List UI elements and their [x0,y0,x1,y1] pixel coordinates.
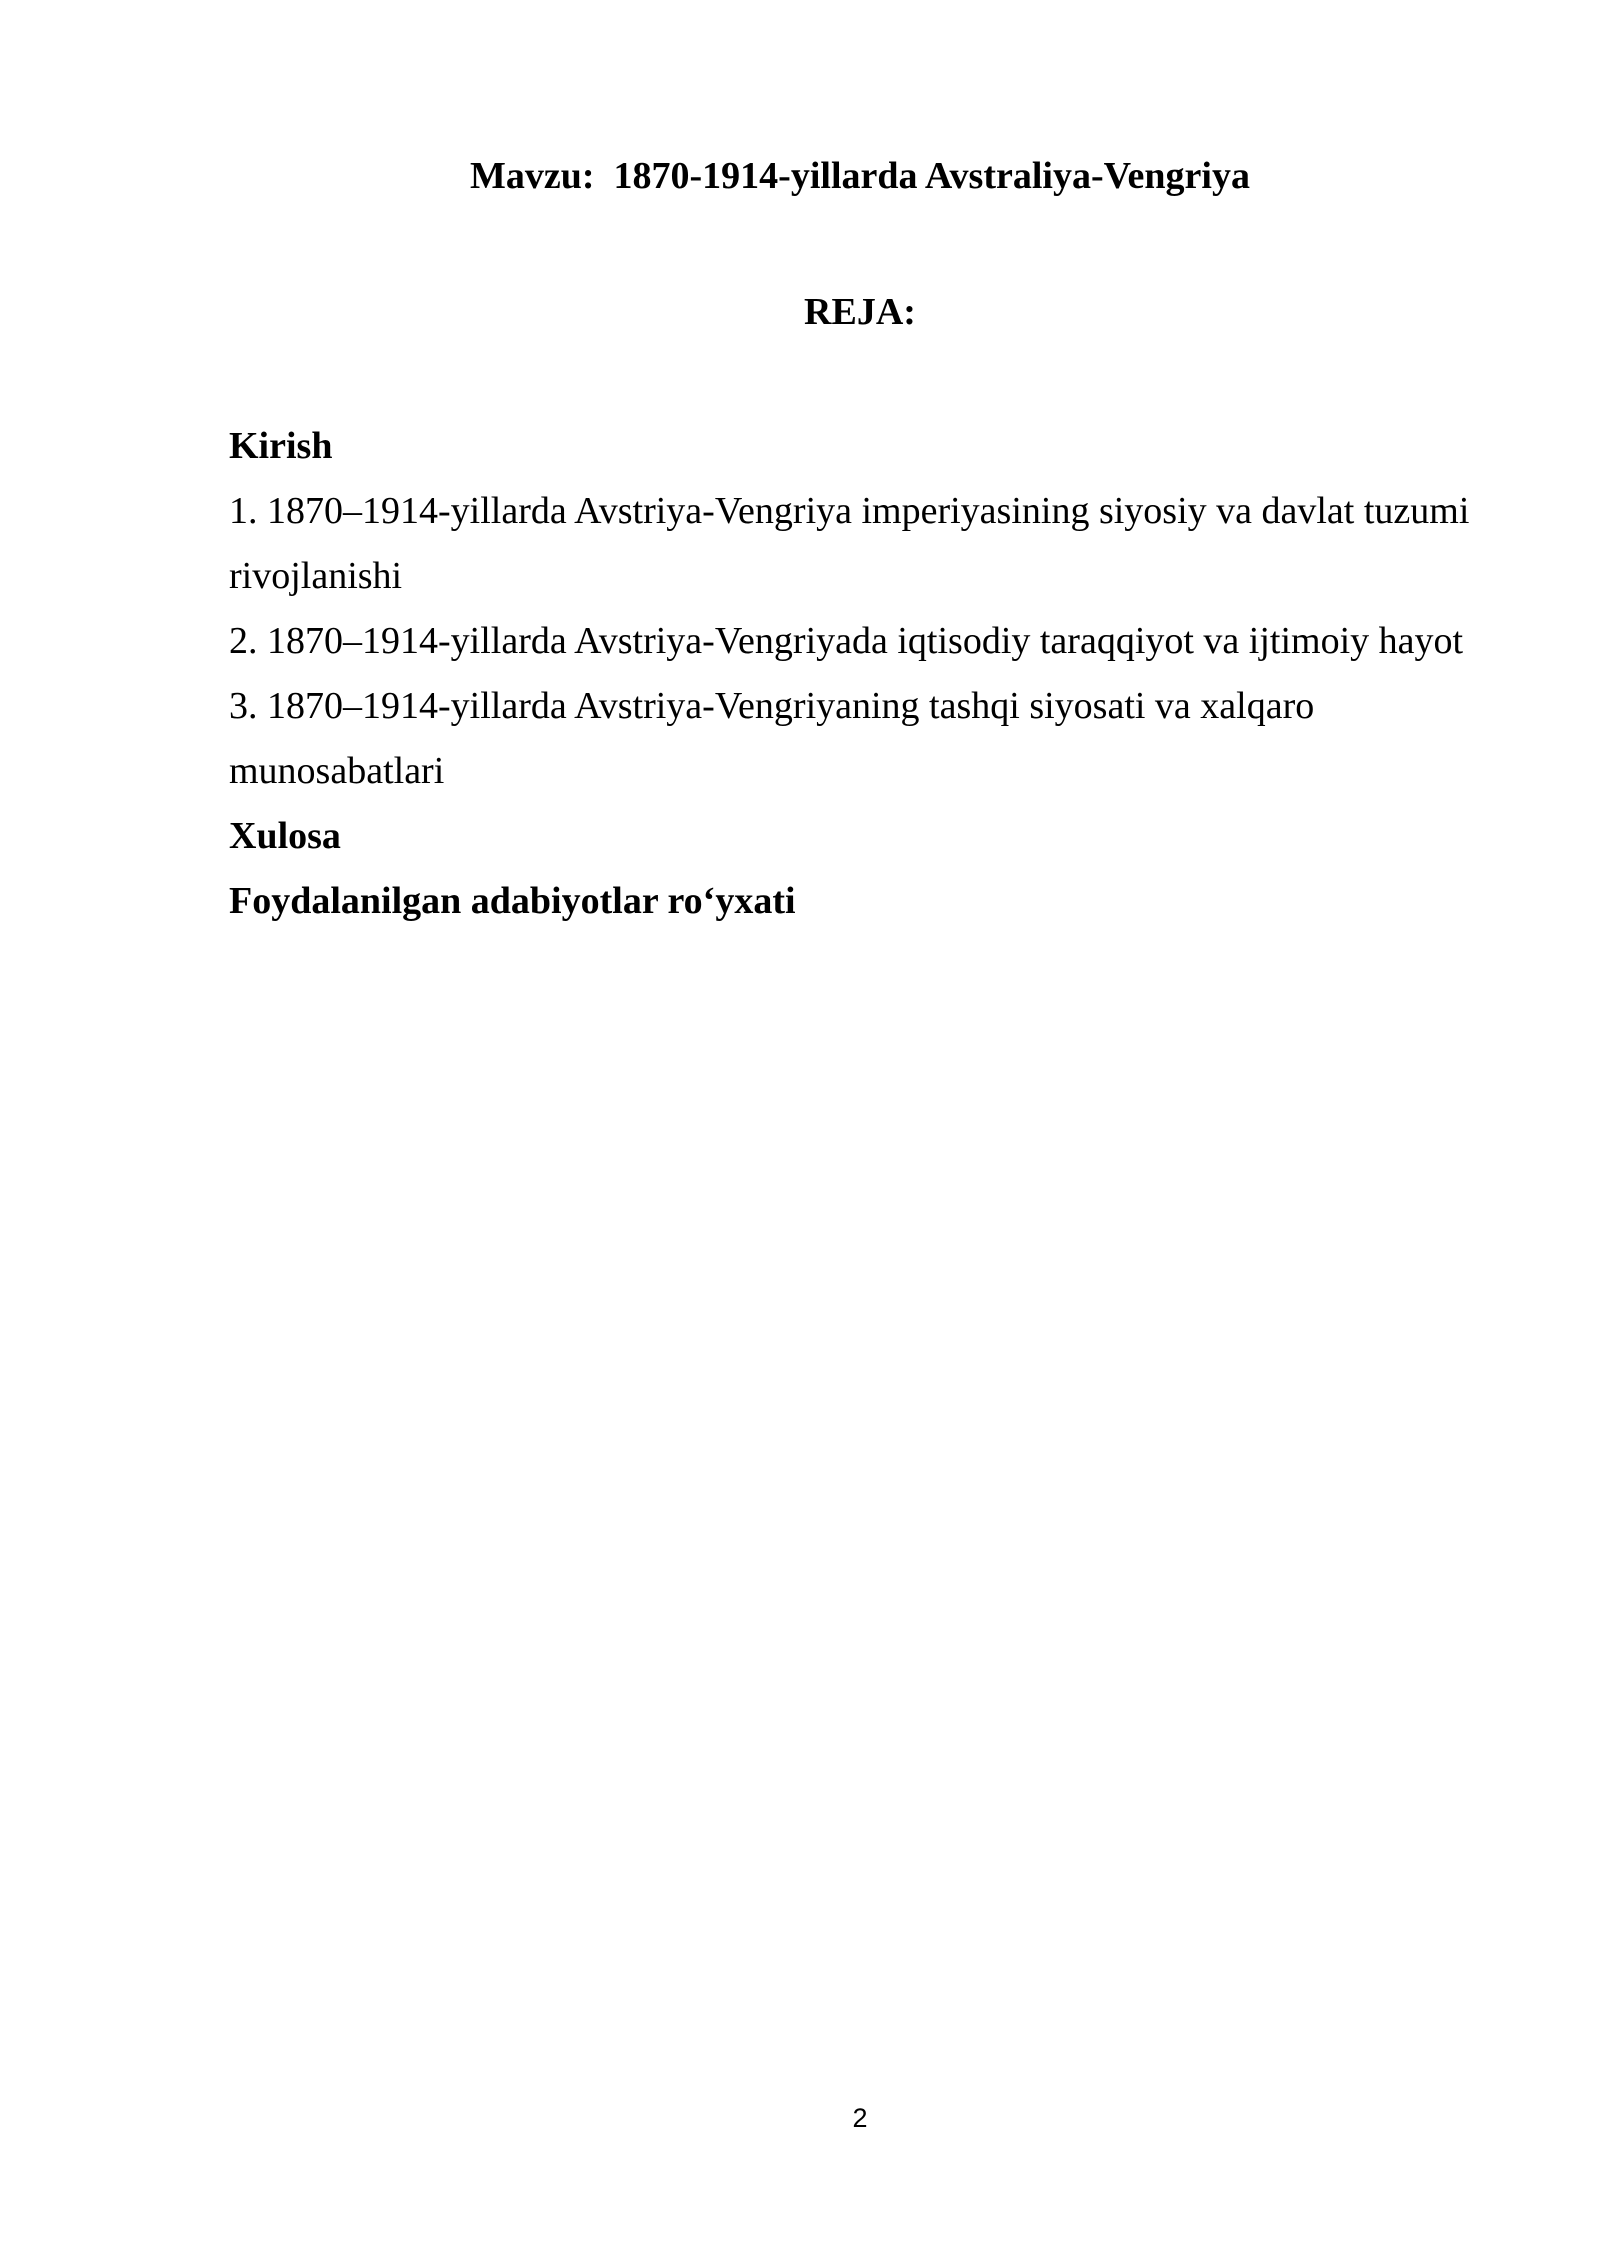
plan-item-1: 1. 1870–1914-yillarda Avstriya-Vengriya imperiyasining siyosiy va davlat tuzumi rivojlanishi [229,490,1470,597]
plan-list [229,414,1529,934]
plan-heading: REJA: [804,291,916,333]
plan-item-2: 2. 1870–1914-yillarda Avstriya-Vengriyada iqtisodiy taraqqiyot va ijtimoiy hayot [229,620,1464,662]
page-number: 2 [852,2103,868,2133]
plan-item-3: 3. 1870–1914-yillarda Avstriya-Vengriyaning tashqi siyosati va xalqaro munosabatlari [229,685,1315,792]
plan-item-references: Foydalanilgan adabiyotlar ro‘yxati [229,880,796,922]
plan-item-conclusion: Xulosa [229,815,341,857]
plan-item-intro: Kirish [229,425,333,467]
document-title: Mavzu: 1870-1914-yillarda Avstraliya-Vengriya [470,155,1250,197]
